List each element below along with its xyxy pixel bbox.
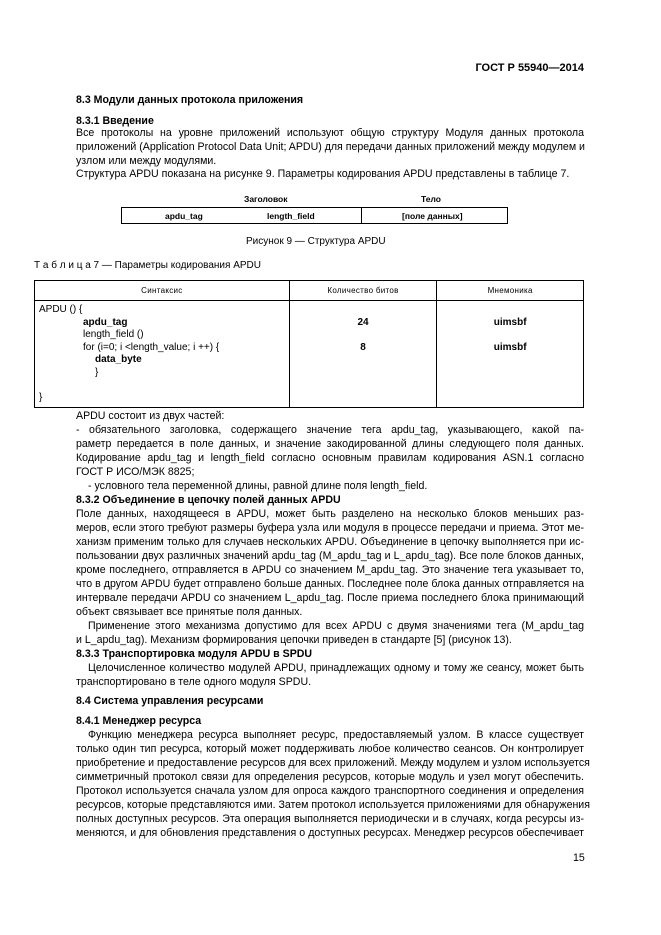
section-8-4-1-heading: 8.4.1 Менеджер ресурса (76, 715, 202, 727)
text-line: Функцию менеджера ресурса выполняет ресурс, предоставляемый узлом. В классе существует (88, 729, 584, 741)
bits-value: 8 (360, 341, 366, 353)
mnemonic-value (441, 304, 579, 317)
text-line: объект связывает все принятые поля данных. (76, 606, 303, 619)
section-8-3-2-paragraph-2 (76, 619, 584, 647)
text-line: что в другом APDU будет отправлено больше данных. Последнее поле блока данных отправляется на (76, 578, 584, 591)
text-line: Применение этого механизма допустимо для всех APDU с двумя значениями тега (M_apdu_tag (88, 620, 584, 632)
text-line: раметр передается в поле данных, и значение закодированной длины следующего поля данных. (76, 438, 584, 451)
mnemonic-value (441, 329, 579, 342)
text-line: меняются, и для обновления представления о доступных ресурсах. Менеджер ресурсов обеспечивает (76, 827, 584, 840)
syntax-line: } (39, 391, 43, 403)
text-line: Поле данных, находящееся в APDU, может быть разделено на несколько блоков меньших раз- (76, 508, 584, 520)
figure-reference-text: Структура APDU показана на рисунке 9. Параметры кодирования APDU представлены в таблице 7. (76, 168, 570, 180)
section-8-4-1-paragraph (76, 728, 590, 840)
text-line: узлом или между модулями. (76, 155, 217, 168)
page-number: 15 (573, 852, 585, 864)
mnemonic-cell (437, 301, 584, 408)
table-row (35, 301, 584, 408)
text-line: интервале передачи APDU со значением L_apdu_tag. После приема последнего блока принимающий (76, 592, 584, 605)
table-header-row (35, 281, 584, 301)
text-line: пользовании двух различных значений apdu_tag (M_apdu_tag и L_apdu_tag). Все поле блоков данных, (76, 550, 584, 563)
text-line: и L_apdu_tag). Механизм формирования цепочки приведен в стандарте [5] (рисунок 13). (76, 634, 512, 647)
syntax-line: } (95, 366, 99, 378)
syntax-line: for (i=0; i <length_value; i ++) { (83, 341, 220, 353)
syntax-line: data_byte (95, 354, 142, 365)
figure-header-label: Заголовок (244, 194, 288, 204)
apdu-coding-table (34, 280, 584, 408)
column-header-bits: Количество битов (289, 281, 437, 301)
syntax-line: length_field () (83, 329, 144, 340)
text-line: симметричный протокол связи для определения ресурсов, которые модуль и узел могут обеспечить. (76, 771, 584, 784)
length-field-cell: length_field (267, 211, 315, 221)
text-line: приобретение и предоставление ресурсов для всех приложений. Между модулем и узлом используется (76, 757, 590, 770)
data-field-cell: [поле данных] (402, 211, 463, 221)
section-8-3-1-heading: 8.3.1 Введение (76, 115, 154, 127)
text-line: кроме последнего, отправляется в APDU со значением M_apdu_tag. Это значение тега указывает то, (76, 564, 584, 577)
bits-value: 24 (357, 316, 369, 328)
syntax-cell (35, 301, 290, 408)
section-8-3-3-heading: 8.3.3 Транспортировка модуля APDU в SPDU (76, 648, 313, 660)
section-8-3-2-heading: 8.3.2 Объединение в цепочку полей данных APDU (76, 494, 341, 506)
section-8-3-2-paragraph (76, 507, 584, 619)
text-line: ГОСТ Р ИСО/МЭК 8825; (76, 466, 195, 479)
text-line: полных доступных ресурсов. Эта операция выполняется периодически и в случаях, когда ресурсы из- (76, 813, 584, 826)
apdu-parts-intro: APDU состоит из двух частей: (76, 410, 225, 422)
section-8-3-3-paragraph (76, 661, 584, 689)
section-8-3-heading: 8.3 Модули данных протокола приложения (76, 94, 304, 106)
column-header-mnemonic: Мнемоника (437, 281, 584, 301)
figure-body-label: Тело (421, 194, 441, 204)
table-caption: Т а б л и ц а 7 — Параметры кодирования APDU (34, 260, 261, 271)
text-line: ханизм применим только для случаев нескольких APDU. Объединение в цепочку выполняется при ис- (76, 536, 584, 549)
section-8-4-heading: 8.4 Система управления ресурсами (76, 695, 264, 707)
text-line: Все протоколы на уровне приложений используют общую структуру Модуля данных протокола (76, 127, 584, 139)
apdu-body-description: - условного тела переменной длины, равной длине поля length_field. (88, 480, 428, 492)
syntax-line: APDU () { (39, 304, 83, 315)
text-line: Кодирование apdu_tag и length_field согласно основным правилам кодирования ASN.1 согласно (76, 452, 584, 465)
text-line: только один тип ресурса, который может поддерживать любое количество сеансов. Он контролирует (76, 743, 584, 756)
bits-cell (289, 301, 437, 408)
header-body-divider (361, 208, 362, 223)
text-line: меров, если этого требуют размеры буфера узла или модуля в процессе передачи и приема. Этот ме- (76, 522, 584, 535)
apdu-header-description (76, 423, 584, 479)
syntax-line (39, 379, 285, 392)
apdu-structure-diagram (121, 207, 508, 224)
text-line: приложений (Application Protocol Data Unit; APDU) для передачи данных приложений между модулем и (76, 141, 585, 154)
text-line: ресурсов, которые представляются ими. Затем протокол используется приложениями для обнаружения (76, 799, 590, 812)
text-line: - обязательного заголовка, содержащего значение тега apdu_tag, указывающего, какой па- (76, 424, 584, 436)
text-line: Протокол используется сначала узлом для опроса каждого транспортного соединения и определения (76, 785, 584, 798)
syntax-line: apdu_tag (83, 316, 128, 328)
mnemonic-value: uimsbf (493, 316, 527, 328)
text-line: транспортировано в теле одного модуля SPDU. (76, 676, 312, 689)
text-line: Целочисленное количество модулей APDU, принадлежащих одному и тому же сеансу, может быть (88, 662, 584, 674)
bits-value (294, 304, 433, 317)
document-code: ГОСТ Р 55940—2014 (475, 62, 584, 74)
bits-value (294, 329, 433, 342)
figure-caption: Рисунок 9 — Структура APDU (246, 236, 386, 247)
section-8-3-1-paragraph (76, 126, 584, 168)
column-header-syntax: Синтаксис (35, 281, 290, 301)
apdu-tag-cell: apdu_tag (165, 211, 203, 221)
mnemonic-value: uimsbf (493, 341, 527, 353)
